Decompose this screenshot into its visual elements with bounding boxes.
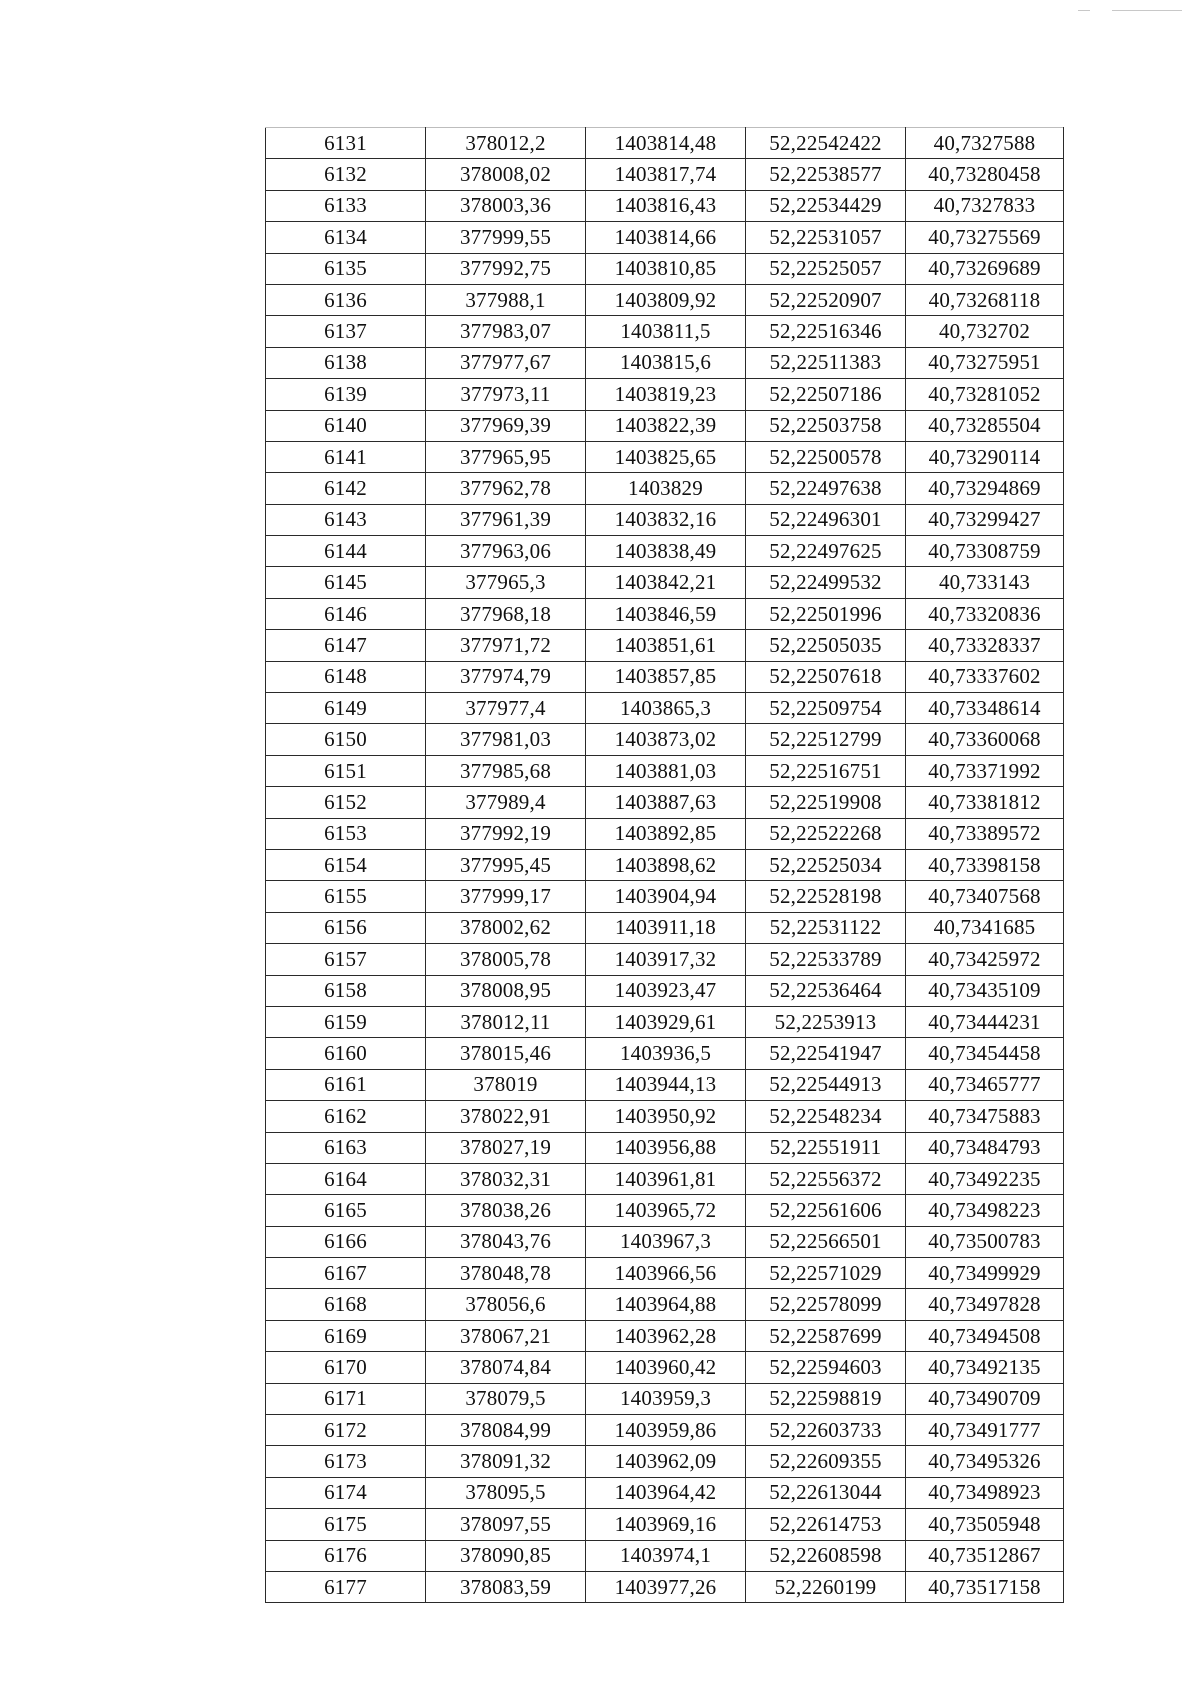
table-row <box>266 567 1064 598</box>
longitude-cell: 40,7341685 <box>906 912 1064 943</box>
point-number-cell: 6172 <box>266 1415 426 1446</box>
x-coordinate-cell: 378008,95 <box>426 975 586 1006</box>
y-coordinate-cell: 1403814,48 <box>586 128 746 159</box>
x-coordinate-cell: 378002,62 <box>426 912 586 943</box>
point-number-cell: 6145 <box>266 567 426 598</box>
point-number-cell: 6138 <box>266 347 426 378</box>
table-row <box>266 536 1064 567</box>
longitude-cell: 40,73285504 <box>906 410 1064 441</box>
longitude-cell: 40,73268118 <box>906 284 1064 315</box>
x-coordinate-cell: 378019 <box>426 1069 586 1100</box>
latitude-cell: 52,22499532 <box>746 567 906 598</box>
point-number-cell: 6144 <box>266 536 426 567</box>
longitude-cell: 40,73275951 <box>906 347 1064 378</box>
y-coordinate-cell: 1403829 <box>586 473 746 504</box>
y-coordinate-cell: 1403815,6 <box>586 347 746 378</box>
longitude-cell: 40,732702 <box>906 316 1064 347</box>
point-number-cell: 6175 <box>266 1509 426 1540</box>
latitude-cell: 52,22507186 <box>746 379 906 410</box>
table-row <box>266 347 1064 378</box>
longitude-cell: 40,73299427 <box>906 504 1064 535</box>
latitude-cell: 52,22509754 <box>746 693 906 724</box>
point-number-cell: 6153 <box>266 818 426 849</box>
latitude-cell: 52,22531057 <box>746 222 906 253</box>
table-row <box>266 473 1064 504</box>
table-row <box>266 598 1064 629</box>
table-row <box>266 1101 1064 1132</box>
x-coordinate-cell: 378032,31 <box>426 1163 586 1194</box>
x-coordinate-cell: 378083,59 <box>426 1571 586 1602</box>
y-coordinate-cell: 1403917,32 <box>586 944 746 975</box>
table-row <box>266 316 1064 347</box>
y-coordinate-cell: 1403904,94 <box>586 881 746 912</box>
longitude-cell: 40,73491777 <box>906 1415 1064 1446</box>
point-number-cell: 6149 <box>266 693 426 724</box>
latitude-cell: 52,22534429 <box>746 190 906 221</box>
latitude-cell: 52,22501996 <box>746 598 906 629</box>
latitude-cell: 52,22561606 <box>746 1195 906 1226</box>
point-number-cell: 6164 <box>266 1163 426 1194</box>
x-coordinate-cell: 378091,32 <box>426 1446 586 1477</box>
table-row <box>266 1540 1064 1571</box>
table-row <box>266 693 1064 724</box>
table-row <box>266 1195 1064 1226</box>
point-number-cell: 6147 <box>266 630 426 661</box>
latitude-cell: 52,22609355 <box>746 1446 906 1477</box>
x-coordinate-cell: 377963,06 <box>426 536 586 567</box>
point-number-cell: 6155 <box>266 881 426 912</box>
y-coordinate-cell: 1403923,47 <box>586 975 746 1006</box>
x-coordinate-cell: 378015,46 <box>426 1038 586 1069</box>
table-row <box>266 1446 1064 1477</box>
point-number-cell: 6140 <box>266 410 426 441</box>
x-coordinate-cell: 378048,78 <box>426 1258 586 1289</box>
point-number-cell: 6136 <box>266 284 426 315</box>
x-coordinate-cell: 378022,91 <box>426 1101 586 1132</box>
y-coordinate-cell: 1403965,72 <box>586 1195 746 1226</box>
x-coordinate-cell: 377992,19 <box>426 818 586 849</box>
x-coordinate-cell: 377985,68 <box>426 755 586 786</box>
y-coordinate-cell: 1403832,16 <box>586 504 746 535</box>
longitude-cell: 40,73328337 <box>906 630 1064 661</box>
longitude-cell: 40,73425972 <box>906 944 1064 975</box>
point-number-cell: 6151 <box>266 755 426 786</box>
table-row <box>266 1509 1064 1540</box>
table-row <box>266 975 1064 1006</box>
latitude-cell: 52,22519908 <box>746 787 906 818</box>
longitude-cell: 40,73465777 <box>906 1069 1064 1100</box>
latitude-cell: 52,22525034 <box>746 849 906 880</box>
table-row <box>266 912 1064 943</box>
longitude-cell: 40,73495326 <box>906 1446 1064 1477</box>
table-row <box>266 441 1064 472</box>
longitude-cell: 40,73294869 <box>906 473 1064 504</box>
x-coordinate-cell: 377989,4 <box>426 787 586 818</box>
scan-artifact <box>1078 10 1090 11</box>
longitude-cell: 40,73389572 <box>906 818 1064 849</box>
y-coordinate-cell: 1403814,66 <box>586 222 746 253</box>
y-coordinate-cell: 1403962,28 <box>586 1320 746 1351</box>
point-number-cell: 6143 <box>266 504 426 535</box>
table-row <box>266 1038 1064 1069</box>
x-coordinate-cell: 377999,17 <box>426 881 586 912</box>
y-coordinate-cell: 1403887,63 <box>586 787 746 818</box>
y-coordinate-cell: 1403959,3 <box>586 1383 746 1414</box>
longitude-cell: 40,73498223 <box>906 1195 1064 1226</box>
point-number-cell: 6146 <box>266 598 426 629</box>
latitude-cell: 52,22507618 <box>746 661 906 692</box>
latitude-cell: 52,22566501 <box>746 1226 906 1257</box>
point-number-cell: 6134 <box>266 222 426 253</box>
table-row <box>266 284 1064 315</box>
longitude-cell: 40,73490709 <box>906 1383 1064 1414</box>
latitude-cell: 52,22542422 <box>746 128 906 159</box>
y-coordinate-cell: 1403822,39 <box>586 410 746 441</box>
x-coordinate-cell: 377962,78 <box>426 473 586 504</box>
x-coordinate-cell: 378038,26 <box>426 1195 586 1226</box>
table-row <box>266 410 1064 441</box>
y-coordinate-cell: 1403911,18 <box>586 912 746 943</box>
latitude-cell: 52,22587699 <box>746 1320 906 1351</box>
x-coordinate-cell: 378079,5 <box>426 1383 586 1414</box>
longitude-cell: 40,73494508 <box>906 1320 1064 1351</box>
x-coordinate-cell: 378012,2 <box>426 128 586 159</box>
latitude-cell: 52,22503758 <box>746 410 906 441</box>
point-number-cell: 6133 <box>266 190 426 221</box>
table-row <box>266 1226 1064 1257</box>
longitude-cell: 40,7327833 <box>906 190 1064 221</box>
table-row <box>266 818 1064 849</box>
x-coordinate-cell: 377995,45 <box>426 849 586 880</box>
table-row <box>266 1383 1064 1414</box>
x-coordinate-cell: 378027,19 <box>426 1132 586 1163</box>
table-row <box>266 1132 1064 1163</box>
latitude-cell: 52,22512799 <box>746 724 906 755</box>
longitude-cell: 40,73290114 <box>906 441 1064 472</box>
longitude-cell: 40,73512867 <box>906 1540 1064 1571</box>
table-row <box>266 504 1064 535</box>
latitude-cell: 52,22544913 <box>746 1069 906 1100</box>
table-row <box>266 787 1064 818</box>
point-number-cell: 6168 <box>266 1289 426 1320</box>
longitude-cell: 40,73454458 <box>906 1038 1064 1069</box>
longitude-cell: 40,7327588 <box>906 128 1064 159</box>
latitude-cell: 52,22608598 <box>746 1540 906 1571</box>
table-row <box>266 944 1064 975</box>
x-coordinate-cell: 377977,67 <box>426 347 586 378</box>
y-coordinate-cell: 1403851,61 <box>586 630 746 661</box>
longitude-cell: 40,73407568 <box>906 881 1064 912</box>
y-coordinate-cell: 1403817,74 <box>586 159 746 190</box>
latitude-cell: 52,22541947 <box>746 1038 906 1069</box>
x-coordinate-cell: 377992,75 <box>426 253 586 284</box>
table-row <box>266 1163 1064 1194</box>
latitude-cell: 52,22496301 <box>746 504 906 535</box>
latitude-cell: 52,22528198 <box>746 881 906 912</box>
latitude-cell: 52,22614753 <box>746 1509 906 1540</box>
y-coordinate-cell: 1403961,81 <box>586 1163 746 1194</box>
point-number-cell: 6161 <box>266 1069 426 1100</box>
y-coordinate-cell: 1403977,26 <box>586 1571 746 1602</box>
y-coordinate-cell: 1403956,88 <box>586 1132 746 1163</box>
point-number-cell: 6150 <box>266 724 426 755</box>
longitude-cell: 40,73444231 <box>906 1006 1064 1037</box>
y-coordinate-cell: 1403811,5 <box>586 316 746 347</box>
point-number-cell: 6162 <box>266 1101 426 1132</box>
longitude-cell: 40,73484793 <box>906 1132 1064 1163</box>
x-coordinate-cell: 377988,1 <box>426 284 586 315</box>
point-number-cell: 6142 <box>266 473 426 504</box>
longitude-cell: 40,73500783 <box>906 1226 1064 1257</box>
y-coordinate-cell: 1403962,09 <box>586 1446 746 1477</box>
latitude-cell: 52,22551911 <box>746 1132 906 1163</box>
longitude-cell: 40,73308759 <box>906 536 1064 567</box>
table-row <box>266 253 1064 284</box>
table-row <box>266 222 1064 253</box>
longitude-cell: 40,73280458 <box>906 159 1064 190</box>
y-coordinate-cell: 1403950,92 <box>586 1101 746 1132</box>
table-row <box>266 159 1064 190</box>
longitude-cell: 40,73337602 <box>906 661 1064 692</box>
longitude-cell: 40,73505948 <box>906 1509 1064 1540</box>
x-coordinate-cell: 377974,79 <box>426 661 586 692</box>
longitude-cell: 40,73275569 <box>906 222 1064 253</box>
latitude-cell: 52,2253913 <box>746 1006 906 1037</box>
longitude-cell: 40,73498923 <box>906 1477 1064 1508</box>
y-coordinate-cell: 1403809,92 <box>586 284 746 315</box>
y-coordinate-cell: 1403865,3 <box>586 693 746 724</box>
point-number-cell: 6131 <box>266 128 426 159</box>
x-coordinate-cell: 378056,6 <box>426 1289 586 1320</box>
table-row <box>266 1352 1064 1383</box>
x-coordinate-cell: 377971,72 <box>426 630 586 661</box>
table-row <box>266 1069 1064 1100</box>
x-coordinate-cell: 378003,36 <box>426 190 586 221</box>
table-row <box>266 1006 1064 1037</box>
y-coordinate-cell: 1403819,23 <box>586 379 746 410</box>
point-number-cell: 6148 <box>266 661 426 692</box>
x-coordinate-cell: 378043,76 <box>426 1226 586 1257</box>
x-coordinate-cell: 378012,11 <box>426 1006 586 1037</box>
table-row <box>266 379 1064 410</box>
y-coordinate-cell: 1403967,3 <box>586 1226 746 1257</box>
y-coordinate-cell: 1403936,5 <box>586 1038 746 1069</box>
y-coordinate-cell: 1403964,88 <box>586 1289 746 1320</box>
table-row <box>266 1258 1064 1289</box>
point-number-cell: 6163 <box>266 1132 426 1163</box>
latitude-cell: 52,22511383 <box>746 347 906 378</box>
latitude-cell: 52,22556372 <box>746 1163 906 1194</box>
x-coordinate-cell: 378067,21 <box>426 1320 586 1351</box>
longitude-cell: 40,73497828 <box>906 1289 1064 1320</box>
point-number-cell: 6166 <box>266 1226 426 1257</box>
y-coordinate-cell: 1403881,03 <box>586 755 746 786</box>
longitude-cell: 40,73517158 <box>906 1571 1064 1602</box>
point-number-cell: 6169 <box>266 1320 426 1351</box>
x-coordinate-cell: 377981,03 <box>426 724 586 755</box>
longitude-cell: 40,73281052 <box>906 379 1064 410</box>
latitude-cell: 52,22594603 <box>746 1352 906 1383</box>
latitude-cell: 52,22571029 <box>746 1258 906 1289</box>
y-coordinate-cell: 1403857,85 <box>586 661 746 692</box>
longitude-cell: 40,73398158 <box>906 849 1064 880</box>
point-number-cell: 6141 <box>266 441 426 472</box>
x-coordinate-cell: 378008,02 <box>426 159 586 190</box>
longitude-cell: 40,73320836 <box>906 598 1064 629</box>
table-row <box>266 1320 1064 1351</box>
longitude-cell: 40,73348614 <box>906 693 1064 724</box>
table-row <box>266 724 1064 755</box>
table-row <box>266 190 1064 221</box>
longitude-cell: 40,73492235 <box>906 1163 1064 1194</box>
point-number-cell: 6152 <box>266 787 426 818</box>
point-number-cell: 6165 <box>266 1195 426 1226</box>
x-coordinate-cell: 377961,39 <box>426 504 586 535</box>
table-row <box>266 881 1064 912</box>
y-coordinate-cell: 1403898,62 <box>586 849 746 880</box>
latitude-cell: 52,22516346 <box>746 316 906 347</box>
table-row <box>266 1415 1064 1446</box>
x-coordinate-cell: 377965,95 <box>426 441 586 472</box>
y-coordinate-cell: 1403810,85 <box>586 253 746 284</box>
x-coordinate-cell: 377999,55 <box>426 222 586 253</box>
y-coordinate-cell: 1403944,13 <box>586 1069 746 1100</box>
y-coordinate-cell: 1403969,16 <box>586 1509 746 1540</box>
table-row <box>266 849 1064 880</box>
point-number-cell: 6158 <box>266 975 426 1006</box>
x-coordinate-cell: 378005,78 <box>426 944 586 975</box>
table-row <box>266 128 1064 159</box>
latitude-cell: 52,22538577 <box>746 159 906 190</box>
point-number-cell: 6170 <box>266 1352 426 1383</box>
x-coordinate-cell: 378074,84 <box>426 1352 586 1383</box>
latitude-cell: 52,22500578 <box>746 441 906 472</box>
y-coordinate-cell: 1403838,49 <box>586 536 746 567</box>
latitude-cell: 52,22531122 <box>746 912 906 943</box>
x-coordinate-cell: 377983,07 <box>426 316 586 347</box>
point-number-cell: 6156 <box>266 912 426 943</box>
latitude-cell: 52,22598819 <box>746 1383 906 1414</box>
latitude-cell: 52,22578099 <box>746 1289 906 1320</box>
point-number-cell: 6137 <box>266 316 426 347</box>
point-number-cell: 6157 <box>266 944 426 975</box>
point-number-cell: 6174 <box>266 1477 426 1508</box>
latitude-cell: 52,22525057 <box>746 253 906 284</box>
longitude-cell: 40,73475883 <box>906 1101 1064 1132</box>
y-coordinate-cell: 1403873,02 <box>586 724 746 755</box>
x-coordinate-cell: 377969,39 <box>426 410 586 441</box>
y-coordinate-cell: 1403929,61 <box>586 1006 746 1037</box>
longitude-cell: 40,733143 <box>906 567 1064 598</box>
y-coordinate-cell: 1403825,65 <box>586 441 746 472</box>
table-row <box>266 661 1064 692</box>
coordinates-table <box>265 127 1064 1603</box>
scan-artifact <box>1112 10 1182 11</box>
y-coordinate-cell: 1403892,85 <box>586 818 746 849</box>
longitude-cell: 40,73269689 <box>906 253 1064 284</box>
y-coordinate-cell: 1403846,59 <box>586 598 746 629</box>
x-coordinate-cell: 378090,85 <box>426 1540 586 1571</box>
latitude-cell: 52,22516751 <box>746 755 906 786</box>
table-row <box>266 755 1064 786</box>
point-number-cell: 6177 <box>266 1571 426 1602</box>
point-number-cell: 6167 <box>266 1258 426 1289</box>
y-coordinate-cell: 1403974,1 <box>586 1540 746 1571</box>
table-row <box>266 630 1064 661</box>
point-number-cell: 6176 <box>266 1540 426 1571</box>
point-number-cell: 6135 <box>266 253 426 284</box>
point-number-cell: 6159 <box>266 1006 426 1037</box>
latitude-cell: 52,22505035 <box>746 630 906 661</box>
point-number-cell: 6171 <box>266 1383 426 1414</box>
x-coordinate-cell: 377977,4 <box>426 693 586 724</box>
longitude-cell: 40,73499929 <box>906 1258 1064 1289</box>
latitude-cell: 52,22497625 <box>746 536 906 567</box>
longitude-cell: 40,73381812 <box>906 787 1064 818</box>
y-coordinate-cell: 1403816,43 <box>586 190 746 221</box>
latitude-cell: 52,22603733 <box>746 1415 906 1446</box>
x-coordinate-cell: 377973,11 <box>426 379 586 410</box>
x-coordinate-cell: 377965,3 <box>426 567 586 598</box>
latitude-cell: 52,22613044 <box>746 1477 906 1508</box>
longitude-cell: 40,73371992 <box>906 755 1064 786</box>
table-row <box>266 1571 1064 1602</box>
y-coordinate-cell: 1403959,86 <box>586 1415 746 1446</box>
latitude-cell: 52,22536464 <box>746 975 906 1006</box>
longitude-cell: 40,73435109 <box>906 975 1064 1006</box>
point-number-cell: 6154 <box>266 849 426 880</box>
latitude-cell: 52,22520907 <box>746 284 906 315</box>
point-number-cell: 6160 <box>266 1038 426 1069</box>
x-coordinate-cell: 378095,5 <box>426 1477 586 1508</box>
latitude-cell: 52,22533789 <box>746 944 906 975</box>
longitude-cell: 40,73360068 <box>906 724 1064 755</box>
point-number-cell: 6173 <box>266 1446 426 1477</box>
coordinates-table-body <box>266 128 1064 1603</box>
point-number-cell: 6139 <box>266 379 426 410</box>
table-row <box>266 1477 1064 1508</box>
longitude-cell: 40,73492135 <box>906 1352 1064 1383</box>
table-row <box>266 1289 1064 1320</box>
y-coordinate-cell: 1403960,42 <box>586 1352 746 1383</box>
x-coordinate-cell: 378097,55 <box>426 1509 586 1540</box>
latitude-cell: 52,2260199 <box>746 1571 906 1602</box>
point-number-cell: 6132 <box>266 159 426 190</box>
x-coordinate-cell: 378084,99 <box>426 1415 586 1446</box>
y-coordinate-cell: 1403964,42 <box>586 1477 746 1508</box>
latitude-cell: 52,22548234 <box>746 1101 906 1132</box>
y-coordinate-cell: 1403842,21 <box>586 567 746 598</box>
latitude-cell: 52,22522268 <box>746 818 906 849</box>
y-coordinate-cell: 1403966,56 <box>586 1258 746 1289</box>
latitude-cell: 52,22497638 <box>746 473 906 504</box>
x-coordinate-cell: 377968,18 <box>426 598 586 629</box>
